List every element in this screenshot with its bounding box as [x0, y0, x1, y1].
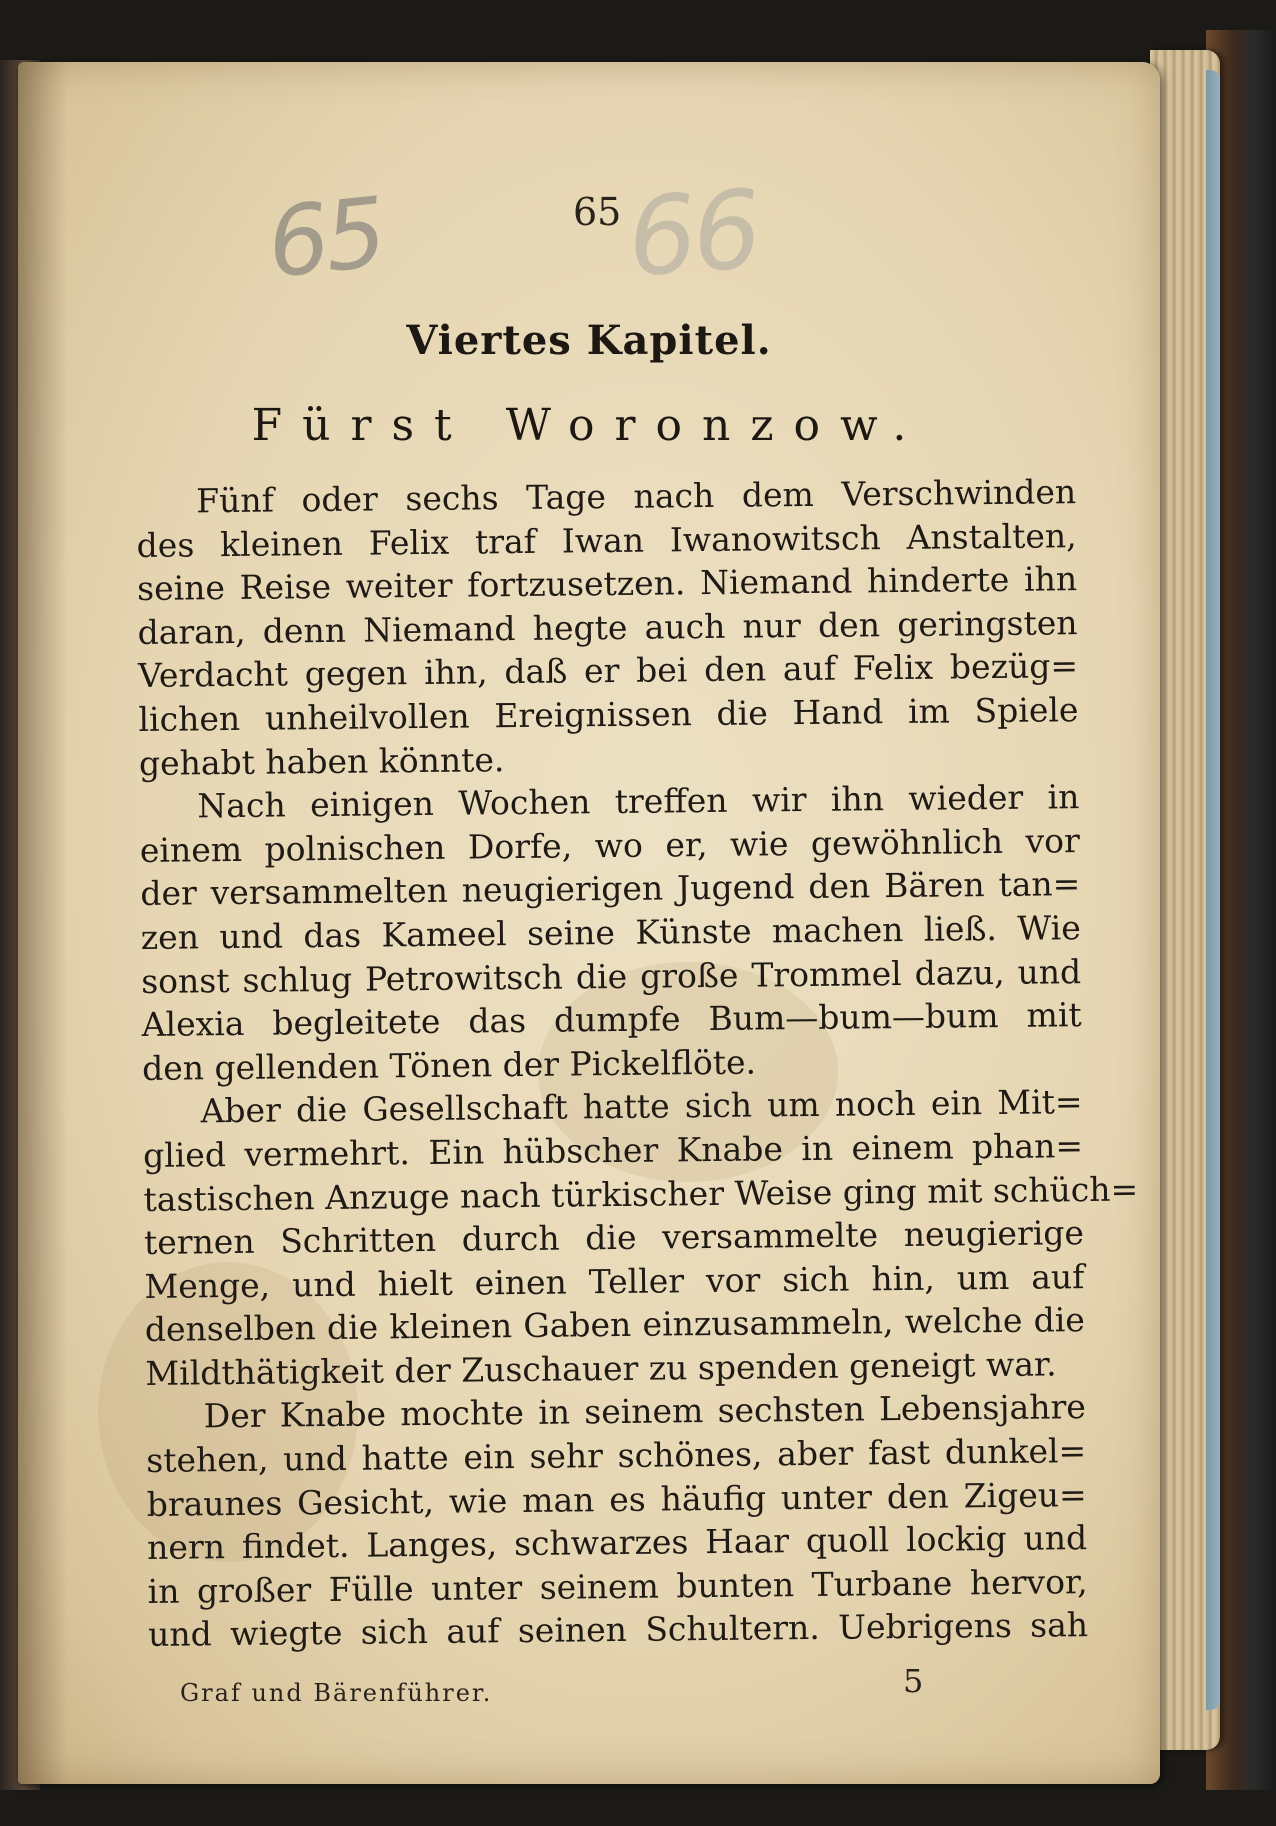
- text-line: Alexia begleitete das dumpfe Bum—bum—bum mit: [141, 995, 1082, 1045]
- text-line: zen und das Kameel seine Künste machen ließ. Wie: [140, 908, 1081, 957]
- pencil-annotation-right: 66: [623, 167, 762, 302]
- sheet-number: 5: [903, 1662, 924, 1700]
- page-edges: [1150, 50, 1220, 1750]
- body-text: [136, 470, 1139, 1657]
- text-line: Der Knabe mochte in seinem sechsten Lebensjahre: [203, 1387, 1086, 1436]
- text-line: Fünf oder sechs Tage nach dem Verschwinden: [196, 472, 1077, 521]
- text-line: braunes Gesicht, wie man es häufig unter den Zigeu=: [146, 1474, 1087, 1524]
- book-page: [18, 62, 1160, 1784]
- text-line: des kleinen Felix traf Iwan Iwanowitsch Anstalten,: [136, 515, 1077, 565]
- text-line: Menge, und hielt einen Teller vor sich hin, um auf: [144, 1256, 1085, 1306]
- chapter-heading: Viertes Kapitel.: [406, 317, 772, 364]
- text-line: in großer Fülle unter seinem bunten Turbane hervor,: [147, 1561, 1088, 1611]
- pencil-annotation-left: 65: [262, 176, 388, 300]
- text-line: einem polnischen Dorfe, wo er, wie gewöhnlich vor: [139, 820, 1081, 870]
- page-number: 65: [573, 190, 622, 234]
- printer-signature: Graf und Bärenführer.: [180, 1679, 493, 1707]
- text-line: sonst schlug Petrowitsch die große Trommel dazu, und: [141, 951, 1082, 1001]
- text-line: tastischen Anzuge nach türkischer Weise ging mit schüch=: [143, 1169, 1139, 1219]
- text-line: Nach einigen Wochen treffen wir ihn wieder in: [197, 777, 1080, 826]
- text-line: Aber die Gesellschaft hatte sich um noch ein Mit=: [200, 1082, 1083, 1131]
- text-line: Mildthätigkeit der Zuschauer zu spenden geneigt war.: [145, 1344, 1057, 1393]
- chapter-title: Fürst Woronzow.: [251, 400, 927, 451]
- text-line: ternen Schritten durch die versammelte neugierige: [143, 1213, 1085, 1263]
- text-line: seine Reise weiter fortzusetzen. Niemand hinderte ihn: [136, 559, 1078, 609]
- text-line: den gellenden Tönen der Pickelflöte.: [141, 1042, 757, 1088]
- text-line: stehen, und hatte ein sehr schönes, aber fast dunkel=: [146, 1431, 1087, 1481]
- text-line: daran, denn Niemand hegte auch nur den geringsten: [137, 602, 1078, 652]
- book-cover-edge: [1206, 70, 1220, 1710]
- text-line: nern findet. Langes, schwarzes Haar quoll lockig und: [146, 1518, 1088, 1568]
- text-line: lichen unheilvollen Ereignissen die Hand im Spiele: [138, 690, 1079, 739]
- text-line: glied vermehrt. Ein hübscher Knabe in einem phan=: [142, 1126, 1084, 1175]
- text-line: und wiegte sich auf seinen Schultern. Uebrigens sah: [147, 1605, 1089, 1655]
- text-line: gehabt haben könnte.: [138, 739, 505, 783]
- text-line: der versammelten neugierigen Jugend den Bären tan=: [140, 864, 1081, 914]
- text-line: Verdacht gegen ihn, daß er bei den auf Felix bezüg=: [137, 646, 1079, 696]
- text-line: denselben die kleinen Gaben einzusammeln, welche die: [144, 1300, 1086, 1350]
